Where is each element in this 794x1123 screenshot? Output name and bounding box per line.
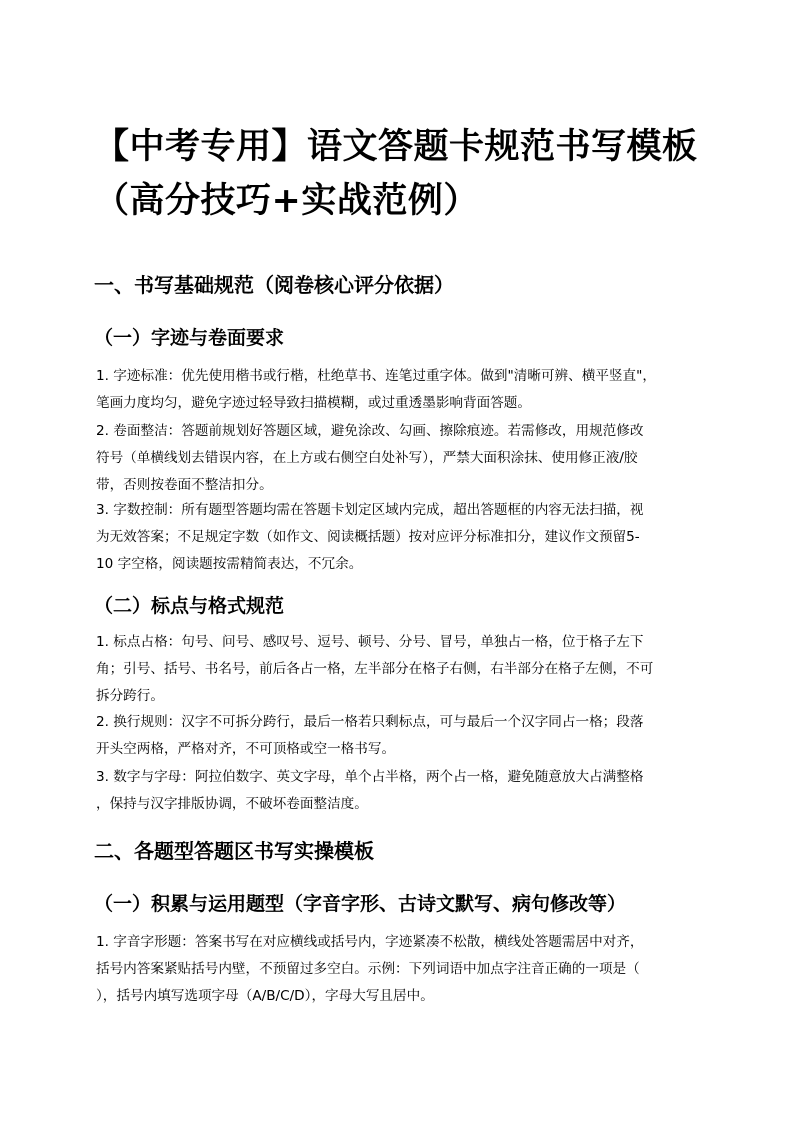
paragraph-line: ，保持与汉字排版协调，不破坏卷面整洁度。 [96,796,368,812]
document-title-line-2: （高分技巧+实战范例） [94,181,479,221]
paragraph-1-2-2 [96,709,702,763]
paragraph-line: 1. 标点占格：句号、问号、感叹号、逗号、顿号、分号、冒号，单独占一格，位于格子左下 [96,634,644,650]
paragraph-line: 3. 数字与字母：阿拉伯数字、英文字母，单个占半格，两个占一格，避免随意放大占满整格 [96,769,644,785]
paragraph-line: 1. 字迹标准：优先使用楷书或行楷，杜绝草书、连笔过重字体。做到"清晰可辨、横平竖直"， [96,368,656,384]
paragraph-line: 2. 卷面整洁：答题前规划好答题区域，避免涂改、勾画、擦除痕迹。若需修改，用规范修改 [96,423,644,439]
paragraph-line: 开头空两格，严格对齐，不可顶格或空一格书写。 [96,741,396,757]
paragraph-1-1-1 [96,363,702,417]
paragraph-1-1-3 [96,497,702,578]
section-1-heading: 一、书写基础规范（阅卷核心评分依据） [94,273,454,297]
subsection-2-1-heading: （一）积累与运用题型（字音字形、古诗文默写、病句修改等） [94,893,627,915]
paragraph-line: 括号内答案紧贴括号内壁，不预留过多空白。示例：下列词语中加点字注音正确的一项是（ [96,961,640,977]
paragraph-1-2-3 [96,764,702,818]
document-title-line-1: 【中考专用】语文答题卡规范书写模板 [94,127,698,167]
paragraph-line: 角；引号、括号、书名号，前后各占一格，左半部分在格子右侧，右半部分在格子左侧，不可 [96,661,654,677]
paragraph-line: 1. 字音字形题：答案书写在对应横线或括号内，字迹紧凑不松散，横线处答题需居中对齐， [96,934,644,950]
paragraph-line: 拆分跨行。 [96,688,164,704]
subsection-1-1-heading: （一）字迹与卷面要求 [94,327,285,349]
paragraph-2-1-1 [96,929,702,1010]
paragraph-line: ），括号内填写选项字母（A/B/C/D），字母大写且居中。 [96,988,434,1004]
subsection-1-2-heading: （二）标点与格式规范 [94,595,285,617]
paragraph-1-2-1 [96,629,702,710]
paragraph-1-1-2 [96,418,702,499]
paragraph-line: 10 字空格，阅读题按需精简表达，不冗余。 [96,556,363,572]
paragraph-line: 符号（单横线划去错误内容，在上方或右侧空白处补写），严禁大面积涂抹、使用修正液/胶 [96,450,638,466]
paragraph-line: 2. 换行规则：汉字不可拆分跨行，最后一格若只剩标点，可与最后一个汉字同占一格；段落 [96,714,644,730]
paragraph-line: 3. 字数控制：所有题型答题均需在答题卡划定区域内完成，超出答题框的内容无法扫描，视 [96,502,644,518]
paragraph-line: 带，否则按卷面不整洁扣分。 [96,477,273,493]
section-2-heading: 二、各题型答题区书写实操模板 [94,839,374,863]
paragraph-line: 笔画力度均匀，避免字迹过轻导致扫描模糊，或过重透墨影响背面答题。 [96,395,531,411]
paragraph-line: 为无效答案；不足规定字数（如作文、阅读概括题）按对应评分标准扣分，建议作文预留5- [96,529,640,545]
